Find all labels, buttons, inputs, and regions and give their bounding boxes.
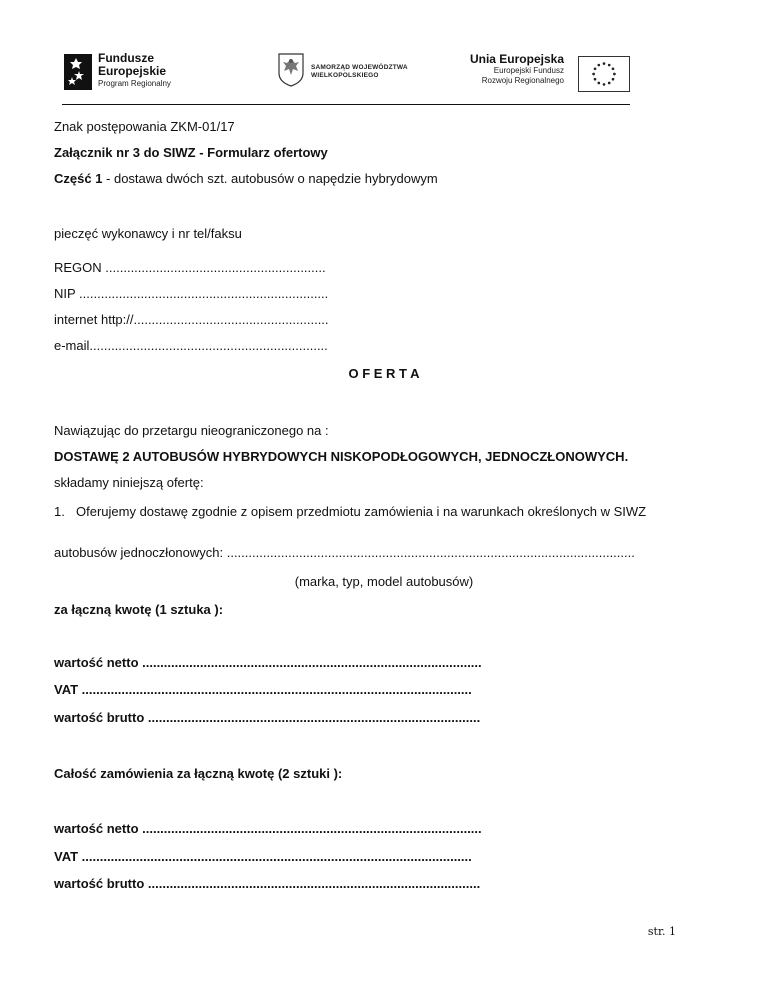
logo-ue-line1: Unia Europejska	[469, 52, 564, 66]
brutto1-field: wartość brutto ............................................................................................	[54, 710, 481, 725]
logo-fe-line3: Program Regionalny	[98, 79, 171, 88]
vat1-field: VAT ............................................................................................................	[54, 682, 472, 697]
znak-postepowania: Znak postępowania ZKM-01/17	[54, 119, 235, 134]
logo-ue-line2: Europejski Fundusz	[493, 66, 564, 75]
internet-field: internet http://......................................................	[54, 312, 329, 327]
zalacznik-title: Załącznik nr 3 do SIWZ - Formularz ofertowy	[54, 145, 328, 160]
brutto2-field: wartość brutto ............................................................................................	[54, 876, 481, 891]
logo-fe-line2: Europejskie	[98, 64, 167, 78]
czesc-description: - dostawa dwóch szt. autobusów o napędzie hybrydowym	[102, 171, 438, 186]
vat2-field: VAT ............................................................................................................	[54, 849, 472, 864]
logo-wlkp-line2: WIELKOPOLSKIEGO	[311, 72, 379, 79]
dostawe-title: DOSTAWĘ 2 AUTOBUSÓW HYBRYDOWYCH NISKOPODŁOGOWYCH, JEDNOCZŁONOWYCH.	[54, 449, 629, 464]
netto2-field: wartość netto ..............................................................................................	[54, 821, 482, 836]
eu-flag-icon	[578, 56, 630, 92]
crest-icon	[278, 53, 304, 87]
fundusze-europejskie-logo	[64, 52, 214, 96]
point1-text: Oferujemy dostawę zgodnie z opisem przedmiotu zamówienia i na warunkach określonych w SIWZ	[76, 504, 647, 519]
pieczec-label: pieczęć wykonawcy i nr tel/faksu	[54, 226, 242, 241]
logo-fe-line1: Fundusze	[98, 51, 154, 65]
logo-ue-line3: Rozwoju Regionalnego	[481, 76, 564, 85]
czesc-label: Część 1	[54, 171, 103, 186]
regon-field: REGON .............................................................	[54, 260, 326, 275]
calosc-label: Całość zamówienia za łączną kwotę (2 sztuki ):	[54, 766, 343, 781]
logo-wlkp-line1: SAMORZĄD WOJEWÓDZTWA	[311, 64, 408, 71]
skladamy-text: składamy niniejszą ofertę:	[54, 475, 204, 490]
nip-field: NIP .....................................................................	[54, 286, 329, 301]
header-divider	[62, 104, 630, 105]
unia-europejska-logo	[470, 52, 630, 96]
netto1-field: wartość netto ..............................................................................................	[54, 655, 482, 670]
page-number: str. 1	[647, 925, 676, 938]
oferta-heading: O F E R T A	[348, 366, 420, 381]
marka-caption: (marka, typ, model autobusów)	[294, 574, 474, 589]
za-laczna-kwote-label: za łączną kwotę (1 sztuka ):	[54, 602, 224, 617]
autobusow-field: autobusów jednoczłonowych: .................................................................................................................	[54, 545, 635, 560]
samorzad-logo	[278, 53, 418, 93]
point1-number: 1.	[54, 504, 65, 519]
czesc-line	[54, 171, 438, 187]
email-field: e-mail..................................................................	[54, 338, 328, 353]
fundusze-europejskie-icon	[64, 54, 92, 90]
nawiazujac-text: Nawiązując do przetargu nieograniczonego na :	[54, 423, 329, 438]
